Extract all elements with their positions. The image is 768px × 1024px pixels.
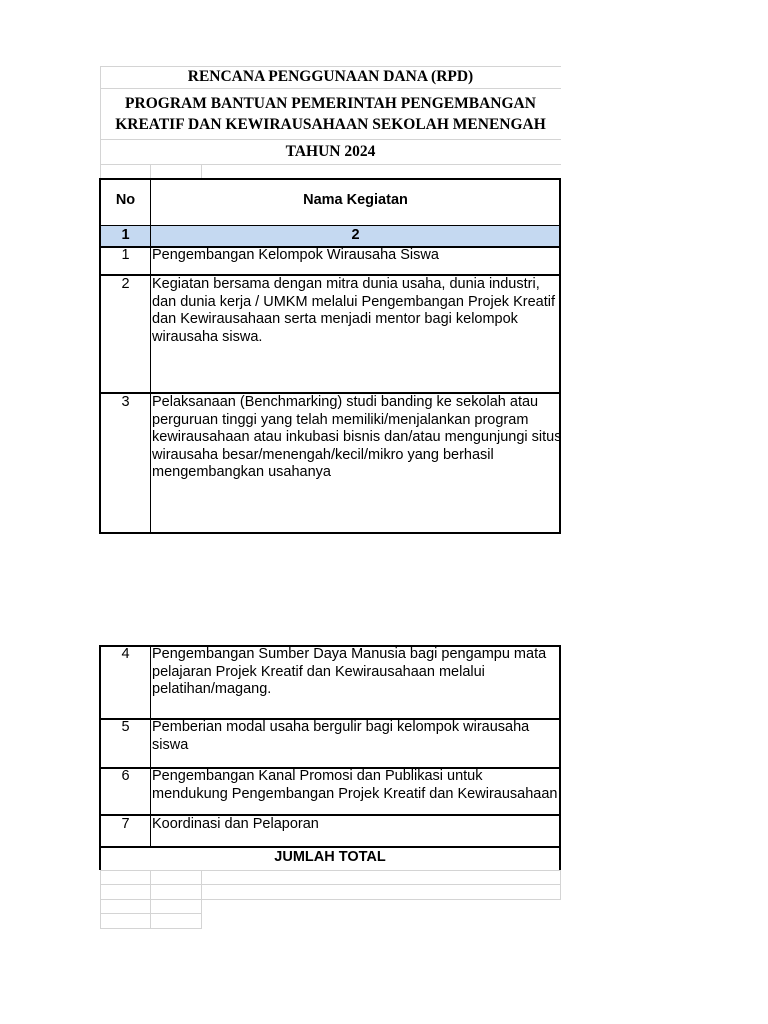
- year-title: TAHUN 2024: [285, 143, 376, 160]
- activity-description: Pengembangan Kanal Promosi dan Publikasi untuk mendukung Pengembangan Projek Kreatif dan Kewirausahaan: [152, 768, 558, 802]
- program-title-line1: PROGRAM BANTUAN PEMERINTAH PENGEMBANGAN: [125, 95, 536, 112]
- activity-description: Koordinasi dan Pelaporan: [152, 816, 319, 832]
- header-nama-kegiatan: Nama Kegiatan: [303, 192, 408, 208]
- row-number: 6: [121, 768, 130, 784]
- gridline: [100, 139, 561, 140]
- program-title-line2: KREATIF DAN KEWIRAUSAHAAN SEKOLAH MENENGAH: [115, 116, 546, 133]
- gridline: [100, 899, 561, 900]
- table-border: [100, 178, 561, 180]
- gridline: [150, 164, 151, 179]
- row-number: 3: [121, 394, 130, 410]
- gridline: [100, 884, 561, 885]
- gridline: [100, 164, 561, 165]
- document-title: RENCANA PENGGUNAAN DANA (RPD): [187, 68, 474, 85]
- header-no: No: [115, 192, 136, 208]
- gridline: [100, 870, 101, 929]
- activity-description: Pelaksanaan (Benchmarking) studi banding ke sekolah atau perguruan tinggi yang telah memiliki/menjalankan program kewirausahaan atau inkubasi bisnis dan/atau mengunjungi situs wirausaha besar/menengah/kecil/mikro yang berhasil mengembangkan usahanya: [152, 394, 562, 481]
- gridline: [560, 870, 561, 900]
- gridline: [100, 928, 202, 929]
- gridline: [150, 870, 151, 929]
- activity-description: Kegiatan bersama dengan mitra dunia usaha, dunia industri, dan dunia kerja / UMKM melalui Pengembangan Projek Kreatif dan Kewirausahaan serta menjadi mentor bagi kelompok wirausaha siswa.: [152, 276, 555, 345]
- gridline: [201, 164, 202, 179]
- activity-description: Pengembangan Sumber Daya Manusia bagi pengampu mata pelajaran Projek Kreatif dan Kewirausahaan melalui pelatihan/magang.: [152, 646, 547, 698]
- row-number: 5: [121, 719, 130, 735]
- table-border: [99, 645, 101, 870]
- row-number: 4: [121, 646, 130, 662]
- index-col-2: 2: [351, 227, 360, 243]
- row-number: 2: [121, 276, 130, 292]
- gridline: [100, 870, 561, 871]
- total-label: JUMLAH TOTAL: [274, 849, 386, 865]
- activity-description: Pengembangan Kelompok Wirausaha Siswa: [152, 247, 439, 263]
- index-col-1: 1: [121, 227, 130, 243]
- gridline: [100, 88, 561, 89]
- activity-description: Pemberian modal usaha bergulir bagi kelompok wirausaha siswa: [152, 719, 530, 753]
- row-number: 7: [121, 816, 130, 832]
- table-border: [100, 532, 561, 534]
- gridline: [100, 913, 202, 914]
- table-border: [100, 846, 561, 848]
- row-number: 1: [121, 247, 130, 263]
- table-border: [100, 225, 561, 226]
- gridline: [201, 870, 202, 929]
